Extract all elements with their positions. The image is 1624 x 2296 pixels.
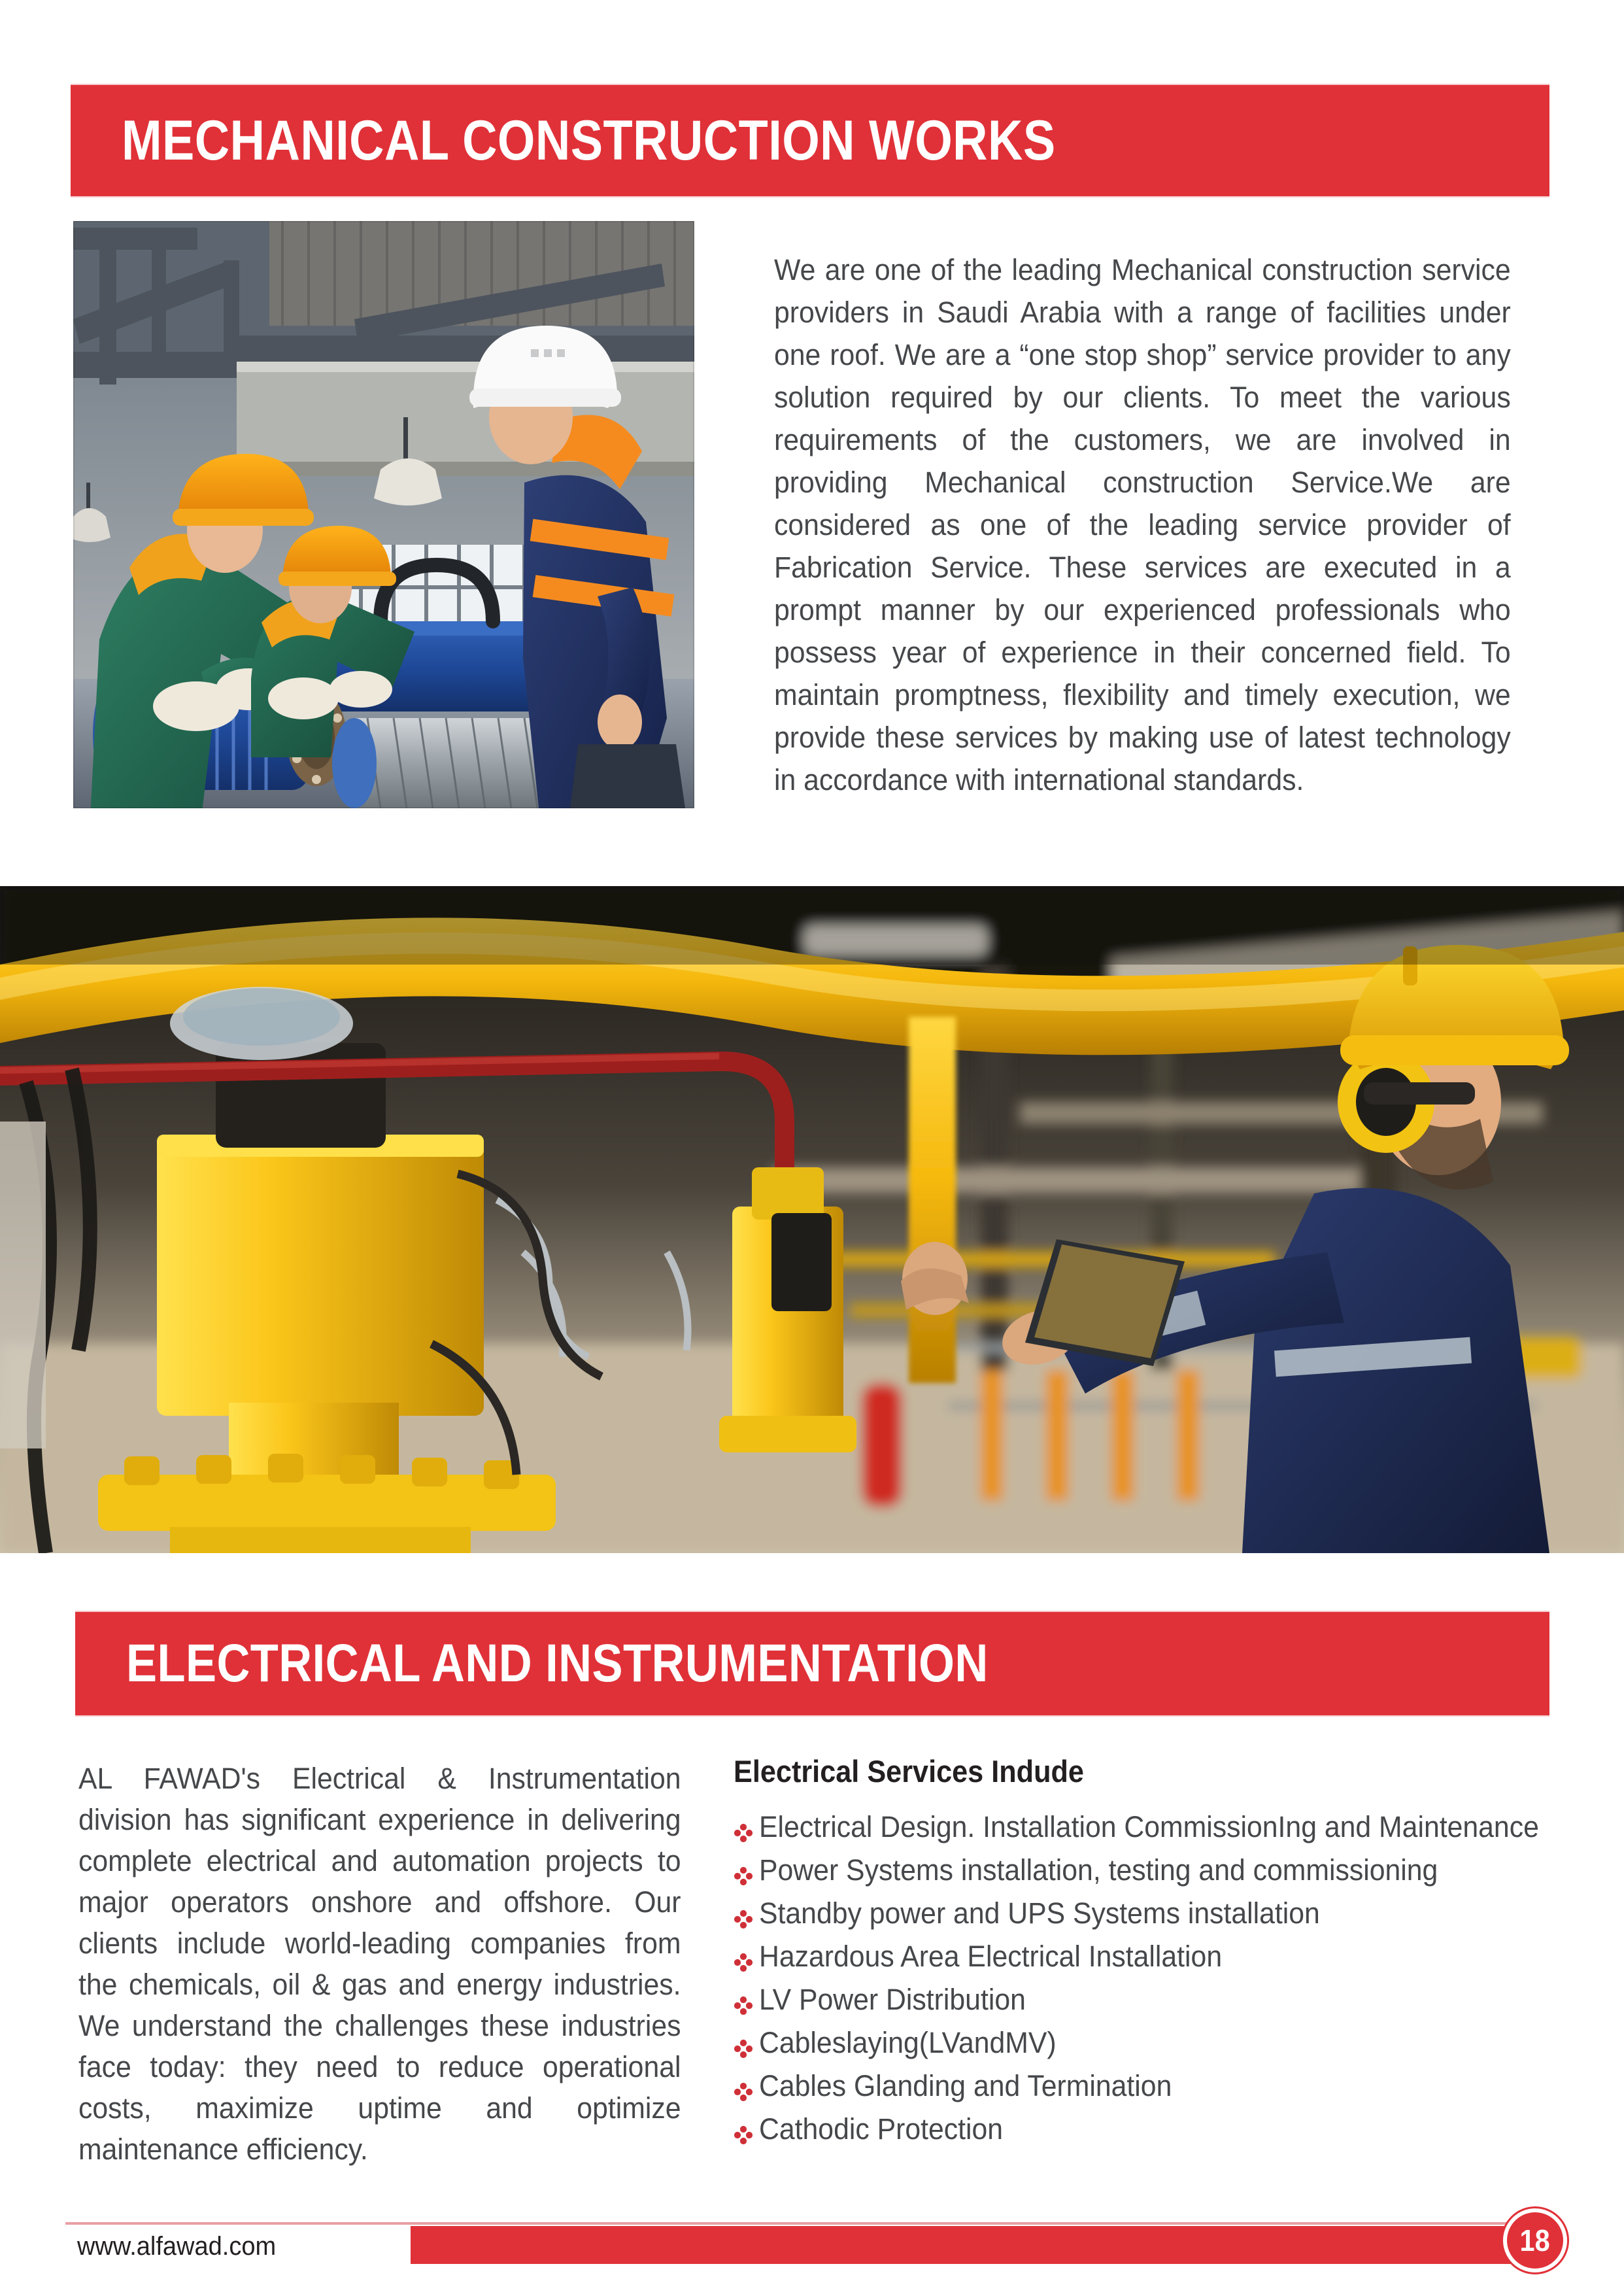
service-list-item-label: Standby power and UPS Systems installation [759, 1896, 1320, 1930]
service-list-item-label: LV Power Distribution [759, 1983, 1026, 2016]
photo-mechanical-workshop [73, 221, 694, 808]
service-list-item-label: Cableslaying(LVandMV) [759, 2026, 1057, 2059]
service-list-item [734, 2112, 1577, 2146]
section-banner-mechanical [71, 85, 1549, 196]
section-title-mechanical: MECHANICAL CONSTRUCTION WORKS [122, 109, 1056, 172]
floret-bullet-icon [734, 1856, 753, 1890]
section-banner-electrical [75, 1612, 1549, 1715]
electrical-services-heading: Electrical Services Indude [734, 1754, 1084, 1789]
service-list-item [734, 1983, 1577, 2017]
photo-electrical-gas-plant [0, 886, 1624, 1553]
page-badge-disc [1507, 2212, 1563, 2269]
photo-electrical-gas-plant-image [0, 886, 1624, 1553]
service-list-item [734, 1940, 1577, 1974]
service-list-item [734, 2069, 1577, 2103]
floret-bullet-icon [734, 2115, 753, 2149]
photo-mechanical-workshop-image [73, 221, 694, 808]
floret-bullet-icon [734, 1942, 753, 1976]
electrical-services-list [734, 1810, 1577, 2146]
floret-bullet-icon [734, 1813, 753, 1847]
mechanical-description-paragraph: We are one of the leading Mechanical construction service providers in Saudi Arabia with a range of facilities under one roof. We are a “one stop shop” service provider to any solution required by our clients. To meet the various requirements of the customers, we are involved in providing Mechanical construction Service.We are considered as one of the leading service provider of Fabrication Service. These services are executed in a prompt manner by our experienced professionals who possess year of experience in their concerned field. To maintain promptness, flexibility and timely execution, we provide these services by making use of latest technology in accordance with international standards. [774, 253, 1511, 797]
floret-bullet-icon [734, 1985, 753, 2019]
footer-divider-rule [65, 2222, 1563, 2225]
page-number-label: 18 [1519, 2223, 1551, 2257]
floret-bullet-icon [734, 2029, 753, 2063]
electrical-services-block [734, 1753, 1577, 2155]
page-footer [0, 2222, 1624, 2296]
service-list-item [734, 1810, 1577, 1844]
electrical-description-paragraph: AL FAWAD's Electrical & Instrumentation division has significant experience in delivering complete electrical and automation projects to major operators onshore and offshore. Our clients include world-leading companies from the chemicals, oil & gas and energy industries. We understand the challenges these industries face today: they need to reduce operational costs, maximize uptime and optimize maintenance efficiency. [78, 1762, 681, 2166]
footer-website-url[interactable]: www.alfawad.com [77, 2232, 277, 2261]
floret-bullet-icon [734, 2072, 753, 2106]
service-list-item-label: Power Systems installation, testing and commissioning [759, 1853, 1438, 1887]
footer-red-bar [411, 2223, 1551, 2264]
page-number-badge [1501, 2206, 1569, 2274]
service-list-item-label: Electrical Design. Installation CommissionIng and Maintenance [759, 1810, 1539, 1843]
service-list-item-label: Hazardous Area Electrical Installation [759, 1940, 1223, 1973]
service-list-item-label: Cables Glanding and Termination [759, 2069, 1172, 2102]
service-list-item [734, 2026, 1577, 2060]
service-list-item-label: Cathodic Protection [759, 2112, 1004, 2146]
service-list-item [734, 1853, 1577, 1887]
section-title-electrical: ELECTRICAL AND INSTRUMENTATION [126, 1634, 989, 1693]
service-list-item [734, 1896, 1577, 1930]
floret-bullet-icon [734, 1899, 753, 1933]
